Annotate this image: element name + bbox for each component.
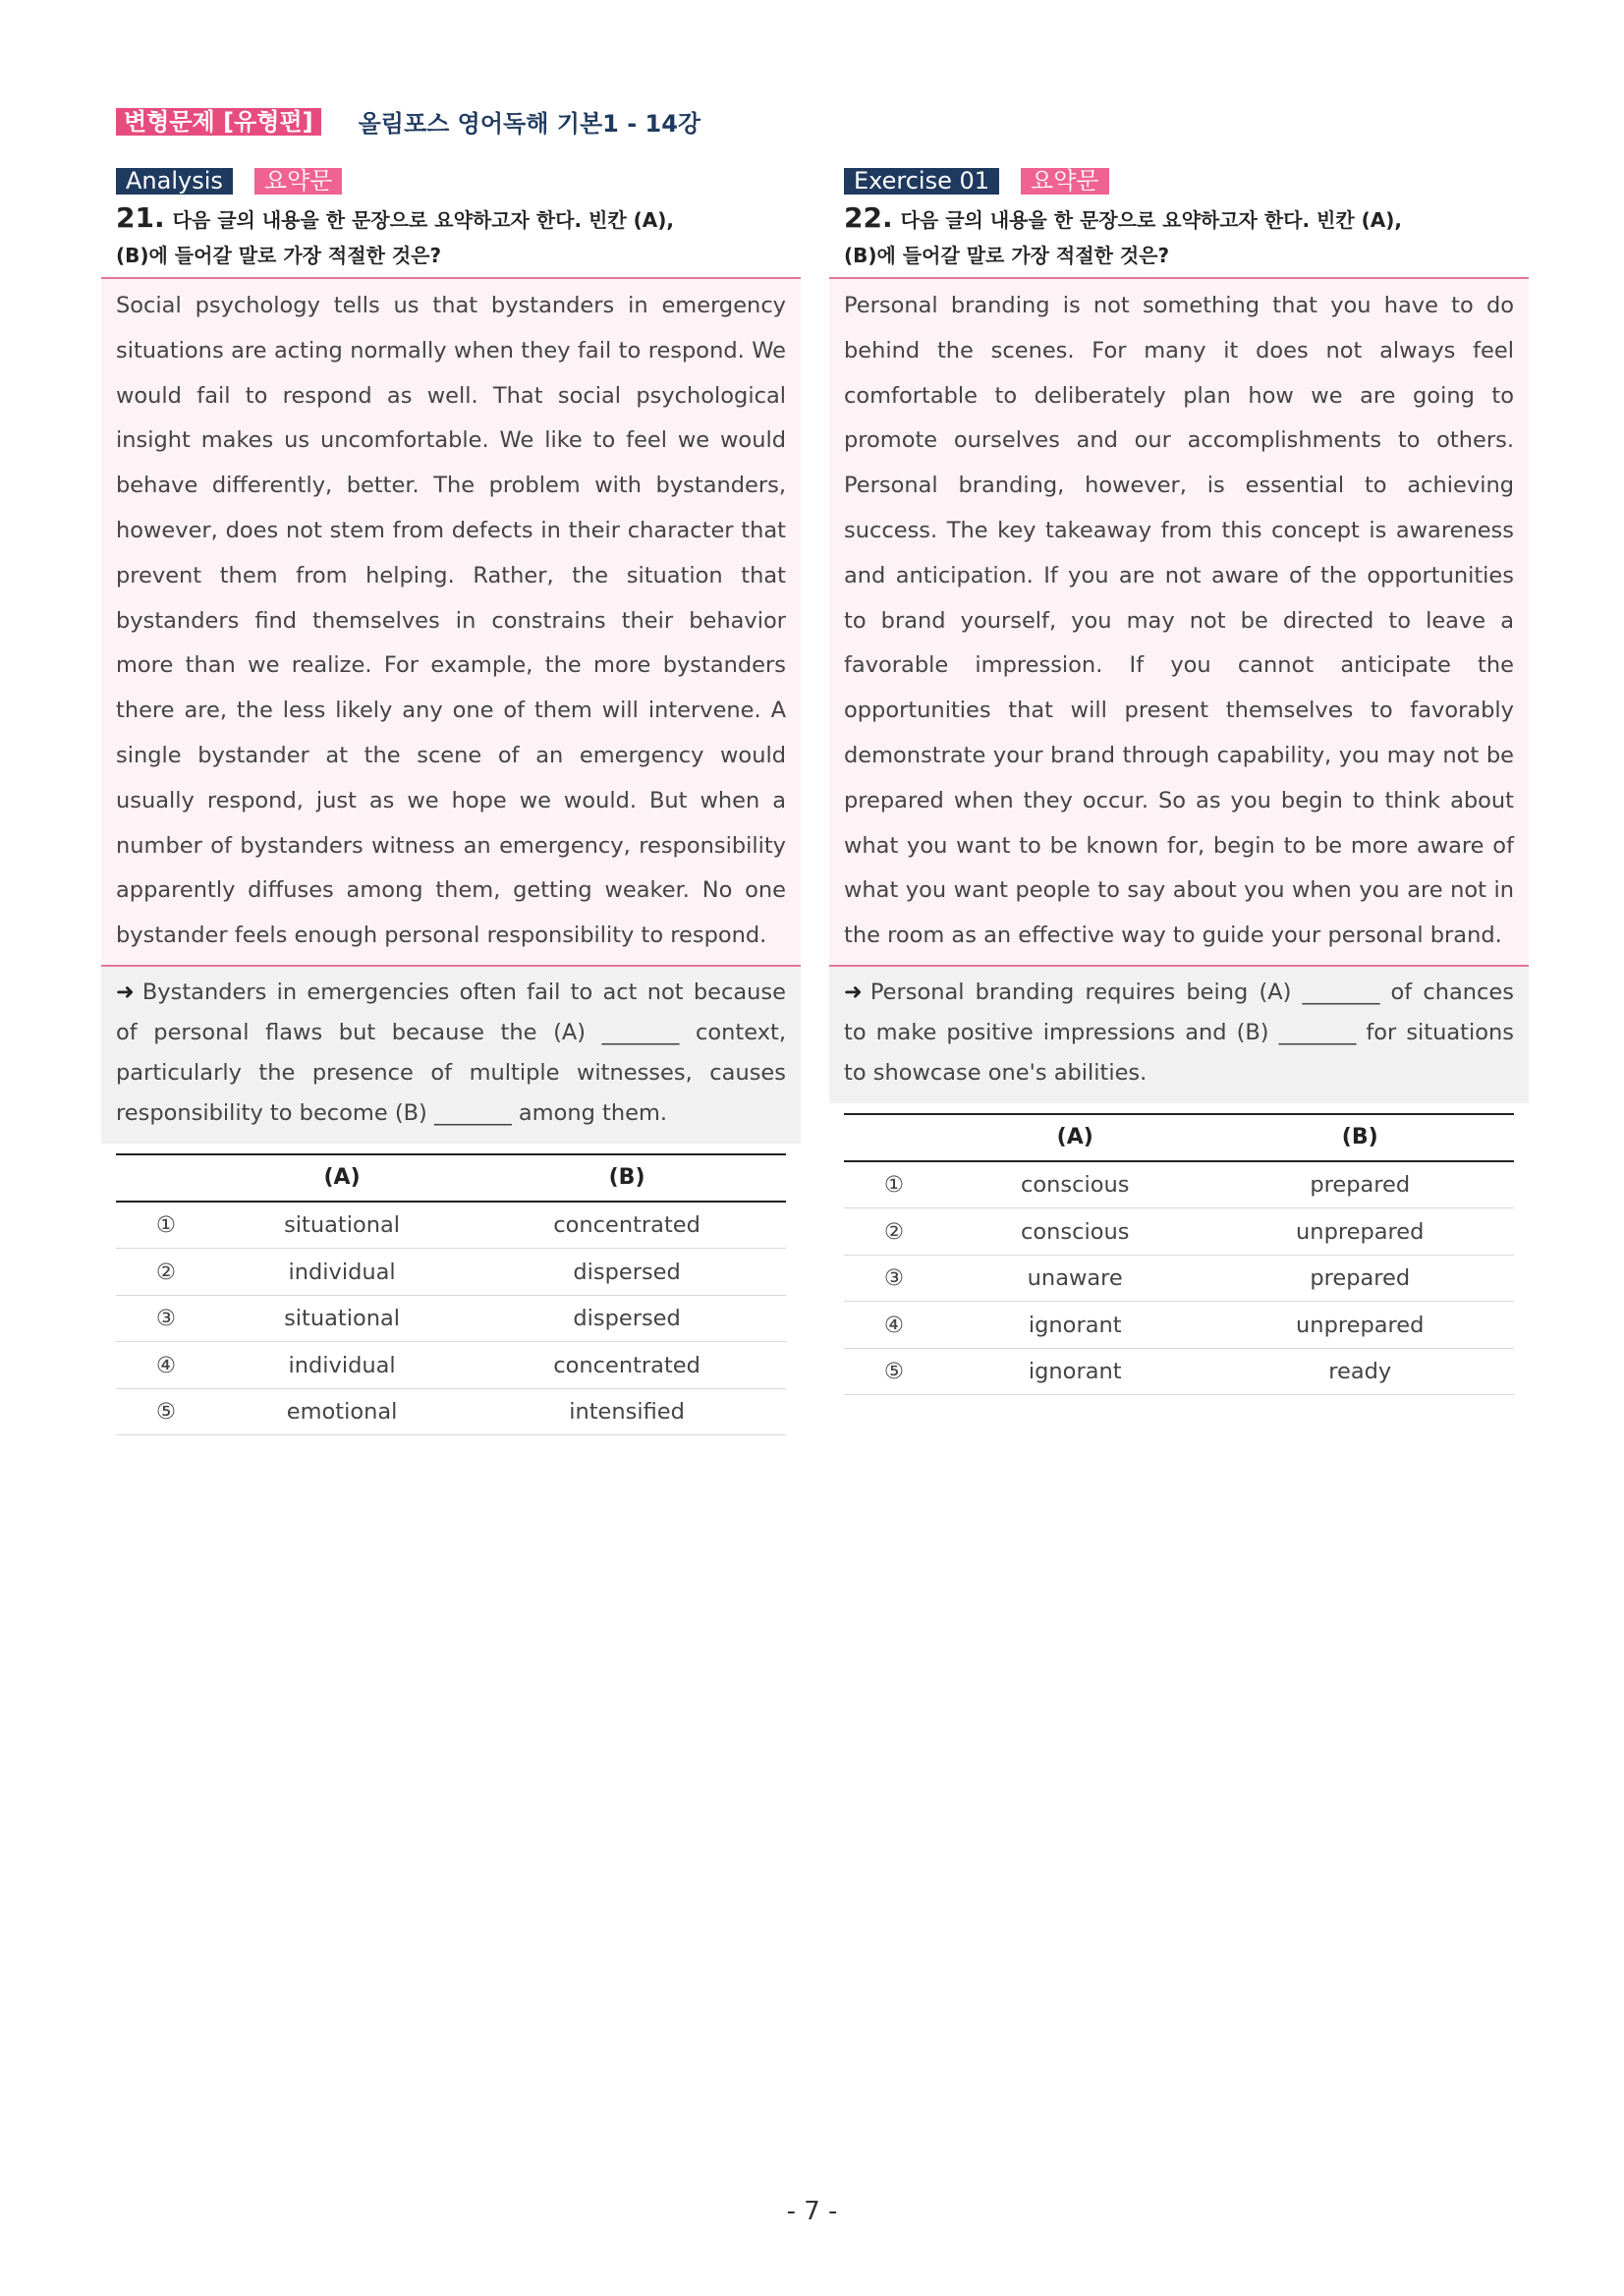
header-a: (A) (216, 1154, 468, 1202)
analysis-label: Analysis (116, 168, 233, 195)
choice-row[interactable] (844, 1208, 1514, 1256)
choice-b: dispersed (468, 1249, 786, 1296)
choice-a: individual (216, 1342, 468, 1389)
header-b: (B) (1205, 1114, 1514, 1161)
choice-a: conscious (944, 1208, 1205, 1256)
header-b: (B) (468, 1154, 786, 1202)
choice-number: ① (116, 1202, 216, 1249)
type-tag: 요약문 (1021, 168, 1109, 195)
choice-b: unprepared (1205, 1302, 1514, 1349)
choice-a: emotional (216, 1388, 468, 1435)
summary-sentence (829, 967, 1529, 1103)
choice-a: conscious (944, 1161, 1205, 1208)
choice-number: ⑤ (844, 1348, 944, 1395)
summary-text: Bystanders in emergencies often fail to act not because of personal flaws but because the (A) _______ context, particularly the presence of multiple witnesses, causes responsibility to become (B) _______ among them. (116, 979, 786, 1126)
choice-row[interactable] (116, 1342, 786, 1389)
choice-row[interactable] (844, 1255, 1514, 1302)
choice-a: individual (216, 1249, 468, 1296)
page-number: - 7 - (786, 2197, 838, 2226)
choice-number: ⑤ (116, 1388, 216, 1435)
question-labels (844, 167, 1529, 195)
choice-row[interactable] (844, 1348, 1514, 1395)
type-tag: 요약문 (254, 168, 343, 195)
choice-b: unprepared (1205, 1208, 1514, 1256)
choice-b: ready (1205, 1348, 1514, 1395)
question-labels (116, 167, 801, 195)
header-title: 올림포스 영어독해 기본1 - 14강 (358, 110, 701, 138)
question-prompt (844, 200, 1529, 273)
answer-choices-table (844, 1113, 1514, 1396)
page-header (116, 104, 700, 139)
table-header-row (116, 1154, 786, 1202)
choice-b: dispersed (468, 1295, 786, 1342)
question-number: 22. (844, 201, 893, 234)
answer-choices-table (116, 1153, 786, 1436)
reading-passage: Social psychology tells us that bystanders in emergency situations are acting normally when they fail to respond. We would fail to respond as well. That social psychological insight makes us uncomfortable. We like to feel we would behave differently, better. The problem with bystanders, however, does not stem from defects in their character that prevent them from helping. Rather, the situation that bystanders find themselves in constrains their behavior more than we realize. For example, the more bystanders there are, the less likely any one of them will intervene. A single bystander at the scene of an emergency would usually respond, just as we hope we would. But when a number of bystanders witness an emergency, responsibility apparently diffuses among them, getting weaker. No one bystander feels enough personal responsibility to respond. (101, 277, 801, 967)
question-prompt (116, 200, 801, 273)
question-line-2: (B)에 들어갈 말로 가장 적절한 것은? (116, 244, 442, 267)
choice-a: ignorant (944, 1348, 1205, 1395)
header-a: (A) (944, 1114, 1205, 1161)
question-line-1: 다음 글의 내용을 한 문장으로 요약하고자 한다. 빈칸 (A), (172, 208, 674, 232)
header-num (116, 1154, 216, 1202)
exercise-label: Exercise 01 (844, 168, 999, 195)
question-number: 21. (116, 201, 165, 234)
choice-number: ④ (844, 1302, 944, 1349)
choice-number: ③ (844, 1255, 944, 1302)
choice-row[interactable] (116, 1388, 786, 1435)
choice-number: ④ (116, 1342, 216, 1389)
summary-text: Personal branding requires being (A) _______ of chances to make positive impressions and (B) _______ for situations to showcase one's abilities. (844, 979, 1514, 1086)
question-line-2: (B)에 들어갈 말로 가장 적절한 것은? (844, 244, 1170, 267)
arrow-icon: ➜ (116, 979, 135, 1005)
choice-a: situational (216, 1295, 468, 1342)
header-tag: 변형문제 [유형편] (116, 108, 321, 136)
choice-row[interactable] (116, 1249, 786, 1296)
choice-b: prepared (1205, 1161, 1514, 1208)
choice-number: ③ (116, 1295, 216, 1342)
choice-a: situational (216, 1202, 468, 1249)
question-line-1: 다음 글의 내용을 한 문장으로 요약하고자 한다. 빈칸 (A), (900, 208, 1402, 232)
choice-row[interactable] (116, 1202, 786, 1249)
table-header-row (844, 1114, 1514, 1161)
choice-row[interactable] (116, 1295, 786, 1342)
header-num (844, 1114, 944, 1161)
choice-number: ② (116, 1249, 216, 1296)
question-21-column (101, 167, 801, 1435)
summary-sentence (101, 967, 801, 1144)
choice-b: concentrated (468, 1202, 786, 1249)
choice-number: ① (844, 1161, 944, 1208)
choice-row[interactable] (844, 1161, 1514, 1208)
choice-b: prepared (1205, 1255, 1514, 1302)
choice-a: unaware (944, 1255, 1205, 1302)
choice-b: intensified (468, 1388, 786, 1435)
reading-passage: Personal branding is not something that you have to do behind the scenes. For many it does not always feel comfortable to deliberately plan how we are going to promote ourselves and our accomplishments to others. Personal branding, however, is essential to achieving success. The key takeaway from this concept is awareness and anticipation. If you are not aware of the opportunities to brand yourself, you may not be directed to leave a favorable impression. If you cannot anticipate the opportunities that will present themselves to favorably demonstrate your brand through capability, you may not be prepared when they occur. So as you begin to think about what you want to be known for, begin to be more aware of what you want people to say about you when you are not in the room as an effective way to guide your personal brand. (829, 277, 1529, 967)
choice-row[interactable] (844, 1302, 1514, 1349)
choice-number: ② (844, 1208, 944, 1256)
arrow-icon: ➜ (844, 979, 863, 1005)
question-22-column (829, 167, 1529, 1395)
choice-b: concentrated (468, 1342, 786, 1389)
choice-a: ignorant (944, 1302, 1205, 1349)
